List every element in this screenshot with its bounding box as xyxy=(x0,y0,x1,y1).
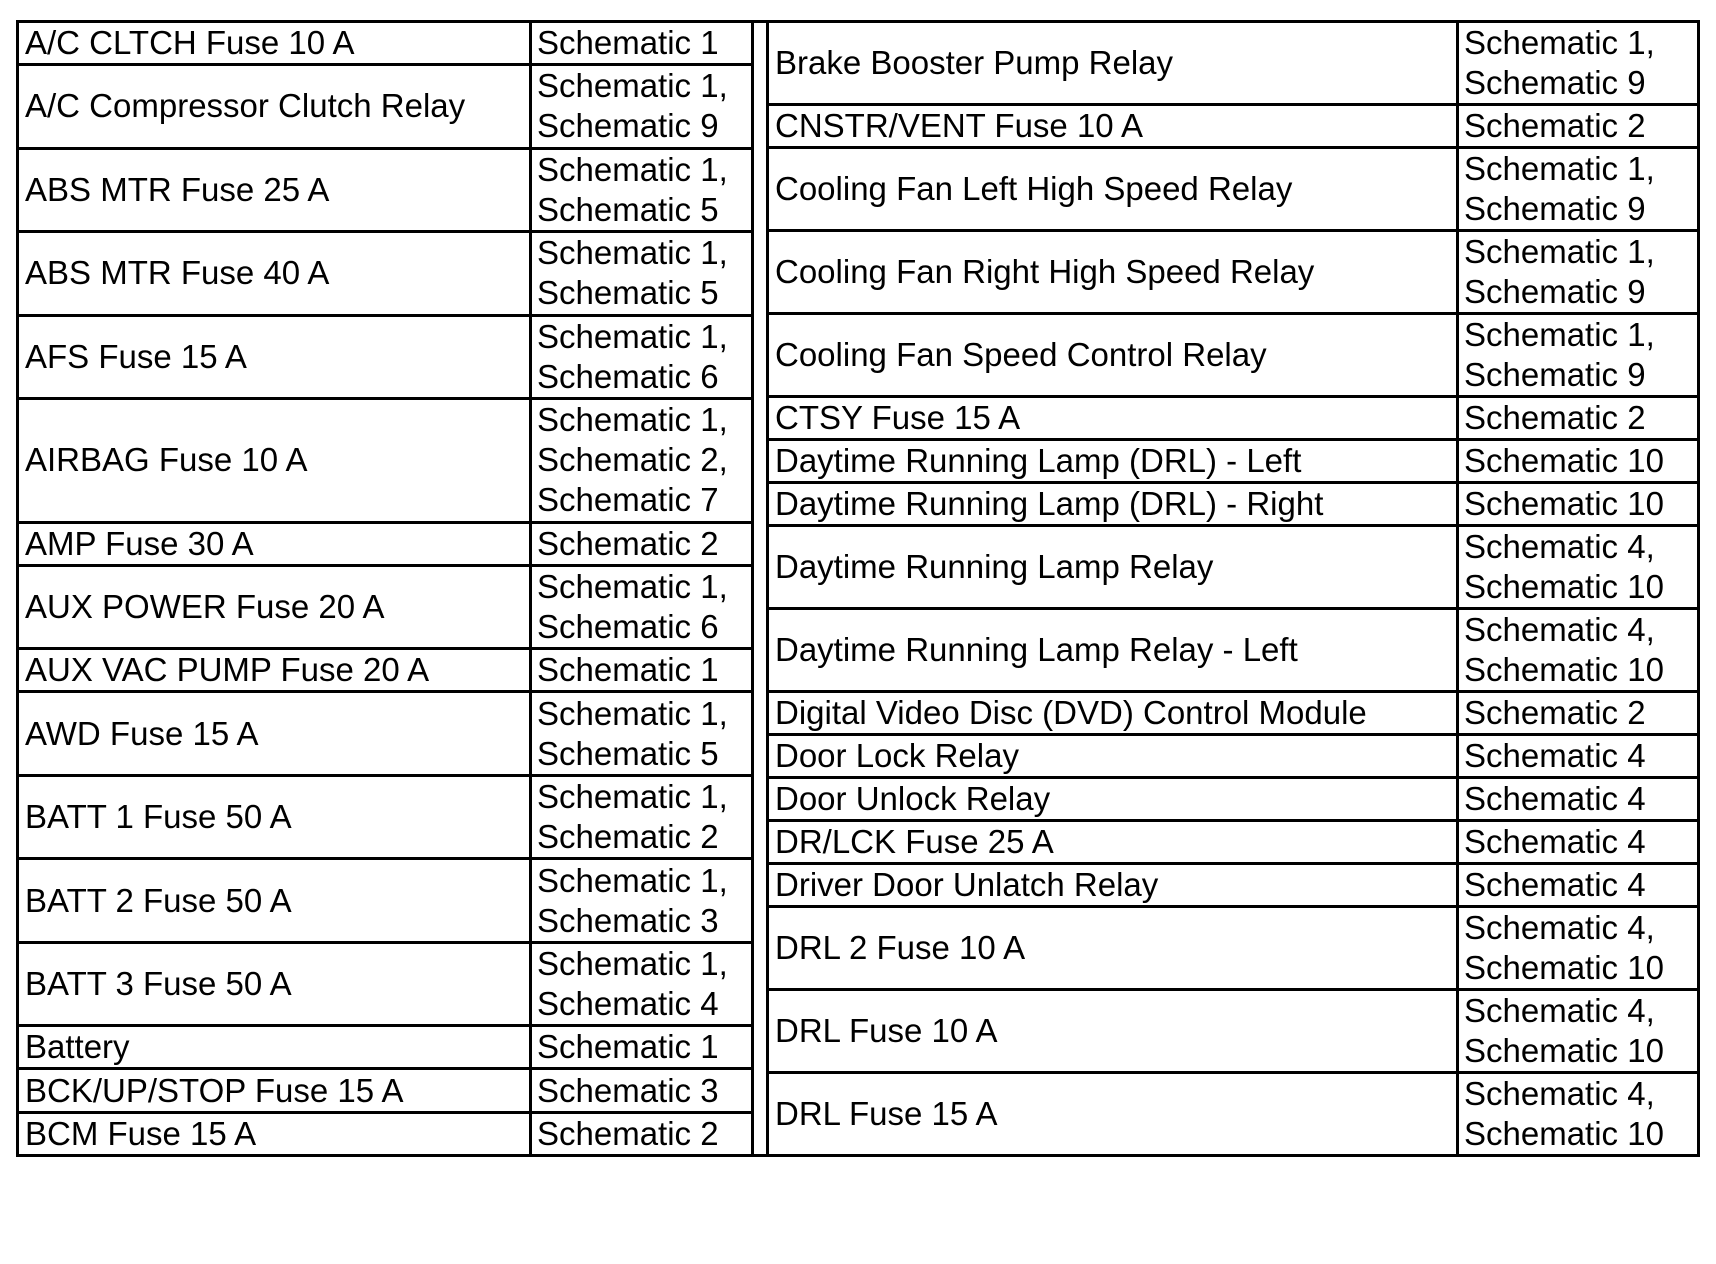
table-row xyxy=(18,148,753,231)
table-row xyxy=(768,231,1699,314)
table-row xyxy=(768,105,1699,148)
schematic-reference: Schematic 1, xyxy=(1464,24,1655,61)
schematic-reference: Schematic 4 xyxy=(1464,866,1646,903)
schematic-reference: Schematic 1, xyxy=(537,694,728,732)
schematic-reference: Schematic 1, xyxy=(537,401,728,439)
schematic-reference: Schematic 1 xyxy=(537,1028,719,1066)
schematic-reference: Schematic 10 xyxy=(1464,485,1664,522)
schematic-references xyxy=(531,315,753,398)
schematic-references xyxy=(531,692,753,775)
right-index-table xyxy=(766,20,1700,1157)
schematic-reference: Schematic 9 xyxy=(537,107,719,145)
schematic-reference: Schematic 4 xyxy=(537,985,719,1023)
schematic-reference: Schematic 2 xyxy=(537,524,719,562)
schematic-reference: Schematic 1, xyxy=(537,945,728,983)
schematic-references xyxy=(1458,692,1699,735)
table-row xyxy=(768,526,1699,609)
schematic-reference: Schematic 5 xyxy=(537,734,719,772)
component-name: ABS MTR Fuse 25 A xyxy=(18,148,531,231)
table-row xyxy=(18,565,753,648)
right-index-body xyxy=(768,22,1699,1156)
schematic-references xyxy=(1458,440,1699,483)
schematic-reference: Schematic 1, xyxy=(537,234,728,272)
schematic-references xyxy=(531,148,753,231)
table-row xyxy=(18,522,753,565)
component-name: Door Lock Relay xyxy=(768,735,1458,778)
schematic-reference: Schematic 4 xyxy=(1464,823,1646,860)
component-name: Door Unlock Relay xyxy=(768,778,1458,821)
component-name: Cooling Fan Speed Control Relay xyxy=(768,314,1458,397)
schematic-reference: Schematic 1, xyxy=(537,150,728,188)
table-row xyxy=(768,735,1699,778)
schematic-references xyxy=(1458,148,1699,231)
schematic-references xyxy=(1458,735,1699,778)
schematic-reference: Schematic 1, xyxy=(537,568,728,606)
table-row xyxy=(768,692,1699,735)
schematic-reference: Schematic 6 xyxy=(537,608,719,646)
schematic-reference: Schematic 1 xyxy=(537,24,719,62)
schematic-reference: Schematic 2 xyxy=(1464,107,1646,144)
component-index-sheet xyxy=(16,20,1700,1157)
schematic-reference: Schematic 1, xyxy=(537,67,728,105)
table-row xyxy=(18,315,753,398)
table-row xyxy=(18,232,753,315)
schematic-references xyxy=(1458,821,1699,864)
schematic-reference: Schematic 4, xyxy=(1464,909,1655,946)
table-row xyxy=(768,1073,1699,1156)
schematic-references xyxy=(531,522,753,565)
table-row xyxy=(768,609,1699,692)
schematic-reference: Schematic 10 xyxy=(1464,442,1664,479)
schematic-references xyxy=(1458,22,1699,105)
table-row xyxy=(18,65,753,148)
table-row xyxy=(768,440,1699,483)
schematic-reference: Schematic 5 xyxy=(537,190,719,228)
component-name: BCK/UP/STOP Fuse 15 A xyxy=(18,1069,531,1112)
table-row xyxy=(768,22,1699,105)
schematic-reference: Schematic 2 xyxy=(537,818,719,856)
schematic-reference: Schematic 4, xyxy=(1464,1075,1655,1112)
table-row xyxy=(768,148,1699,231)
schematic-reference: Schematic 3 xyxy=(537,901,719,939)
schematic-references xyxy=(531,232,753,315)
component-name: DRL 2 Fuse 10 A xyxy=(768,907,1458,990)
component-name: Cooling Fan Right High Speed Relay xyxy=(768,231,1458,314)
component-name: Daytime Running Lamp (DRL) - Left xyxy=(768,440,1458,483)
component-name: Daytime Running Lamp Relay - Left xyxy=(768,609,1458,692)
table-row xyxy=(18,859,753,942)
schematic-references xyxy=(1458,778,1699,821)
schematic-references xyxy=(1458,907,1699,990)
component-name: CTSY Fuse 15 A xyxy=(768,397,1458,440)
table-row xyxy=(18,942,753,1025)
schematic-references xyxy=(531,398,753,522)
component-name: Brake Booster Pump Relay xyxy=(768,22,1458,105)
schematic-references xyxy=(1458,231,1699,314)
component-name: BCM Fuse 15 A xyxy=(18,1112,531,1155)
schematic-reference: Schematic 1, xyxy=(1464,150,1655,187)
schematic-reference: Schematic 1, xyxy=(537,861,728,899)
schematic-reference: Schematic 9 xyxy=(1464,273,1646,310)
component-name: AMP Fuse 30 A xyxy=(18,522,531,565)
component-name: A/C CLTCH Fuse 10 A xyxy=(18,22,531,65)
schematic-reference: Schematic 10 xyxy=(1464,568,1664,605)
schematic-reference: Schematic 3 xyxy=(537,1071,719,1109)
table-row xyxy=(18,649,753,692)
schematic-reference: Schematic 2 xyxy=(1464,399,1646,436)
schematic-references xyxy=(531,1069,753,1112)
schematic-reference: Schematic 9 xyxy=(1464,190,1646,227)
schematic-reference: Schematic 9 xyxy=(1464,356,1646,393)
component-name: Digital Video Disc (DVD) Control Module xyxy=(768,692,1458,735)
schematic-reference: Schematic 7 xyxy=(537,481,719,519)
component-name: DRL Fuse 10 A xyxy=(768,990,1458,1073)
table-row xyxy=(18,22,753,65)
schematic-reference: Schematic 4, xyxy=(1464,611,1655,648)
schematic-reference: Schematic 10 xyxy=(1464,949,1664,986)
schematic-references xyxy=(531,1112,753,1155)
schematic-reference: Schematic 1, xyxy=(1464,316,1655,353)
schematic-reference: Schematic 1, xyxy=(1464,233,1655,270)
schematic-references xyxy=(531,649,753,692)
schematic-reference: Schematic 10 xyxy=(1464,651,1664,688)
left-index-body xyxy=(18,22,753,1156)
schematic-reference: Schematic 10 xyxy=(1464,1115,1664,1152)
component-name: CNSTR/VENT Fuse 10 A xyxy=(768,105,1458,148)
component-name: AIRBAG Fuse 10 A xyxy=(18,398,531,522)
table-row xyxy=(768,483,1699,526)
schematic-reference: Schematic 1 xyxy=(537,651,719,689)
component-name: AUX POWER Fuse 20 A xyxy=(18,565,531,648)
component-name: DRL Fuse 15 A xyxy=(768,1073,1458,1156)
component-name: AUX VAC PUMP Fuse 20 A xyxy=(18,649,531,692)
table-row xyxy=(768,990,1699,1073)
schematic-references xyxy=(1458,105,1699,148)
component-name: Daytime Running Lamp Relay xyxy=(768,526,1458,609)
schematic-reference: Schematic 4, xyxy=(1464,528,1655,565)
schematic-references xyxy=(531,942,753,1025)
table-row xyxy=(18,692,753,775)
schematic-reference: Schematic 6 xyxy=(537,357,719,395)
schematic-reference: Schematic 9 xyxy=(1464,64,1646,101)
component-name: AWD Fuse 15 A xyxy=(18,692,531,775)
component-name: A/C Compressor Clutch Relay xyxy=(18,65,531,148)
component-name: Daytime Running Lamp (DRL) - Right xyxy=(768,483,1458,526)
schematic-references xyxy=(531,565,753,648)
component-name: AFS Fuse 15 A xyxy=(18,315,531,398)
table-row xyxy=(18,1026,753,1069)
table-row xyxy=(18,1112,753,1155)
component-name: Driver Door Unlatch Relay xyxy=(768,864,1458,907)
table-row xyxy=(768,778,1699,821)
table-row xyxy=(18,1069,753,1112)
schematic-references xyxy=(531,22,753,65)
schematic-references xyxy=(531,859,753,942)
schematic-reference: Schematic 2 xyxy=(537,1114,719,1152)
table-row xyxy=(18,398,753,522)
schematic-references xyxy=(1458,990,1699,1073)
table-row xyxy=(768,821,1699,864)
component-name: Cooling Fan Left High Speed Relay xyxy=(768,148,1458,231)
schematic-references xyxy=(1458,609,1699,692)
component-name: BATT 3 Fuse 50 A xyxy=(18,942,531,1025)
table-row xyxy=(768,397,1699,440)
schematic-references xyxy=(531,65,753,148)
table-row xyxy=(18,775,753,858)
schematic-reference: Schematic 1, xyxy=(537,317,728,355)
schematic-reference: Schematic 4 xyxy=(1464,780,1646,817)
schematic-reference: Schematic 5 xyxy=(537,274,719,312)
component-name: BATT 2 Fuse 50 A xyxy=(18,859,531,942)
schematic-references xyxy=(1458,483,1699,526)
schematic-references xyxy=(1458,864,1699,907)
schematic-reference: Schematic 2, xyxy=(537,441,728,479)
table-row xyxy=(768,864,1699,907)
component-name: Battery xyxy=(18,1026,531,1069)
component-name: ABS MTR Fuse 40 A xyxy=(18,232,531,315)
schematic-references xyxy=(1458,526,1699,609)
component-name: DR/LCK Fuse 25 A xyxy=(768,821,1458,864)
table-row xyxy=(768,907,1699,990)
component-name: BATT 1 Fuse 50 A xyxy=(18,775,531,858)
schematic-reference: Schematic 4 xyxy=(1464,737,1646,774)
schematic-references xyxy=(1458,314,1699,397)
table-row xyxy=(768,314,1699,397)
schematic-references xyxy=(531,1026,753,1069)
schematic-references xyxy=(1458,1073,1699,1156)
schematic-references xyxy=(531,775,753,858)
schematic-reference: Schematic 2 xyxy=(1464,694,1646,731)
schematic-reference: Schematic 10 xyxy=(1464,1032,1664,1069)
left-index-table xyxy=(16,20,754,1157)
schematic-reference: Schematic 4, xyxy=(1464,992,1655,1029)
schematic-reference: Schematic 1, xyxy=(537,778,728,816)
schematic-references xyxy=(1458,397,1699,440)
